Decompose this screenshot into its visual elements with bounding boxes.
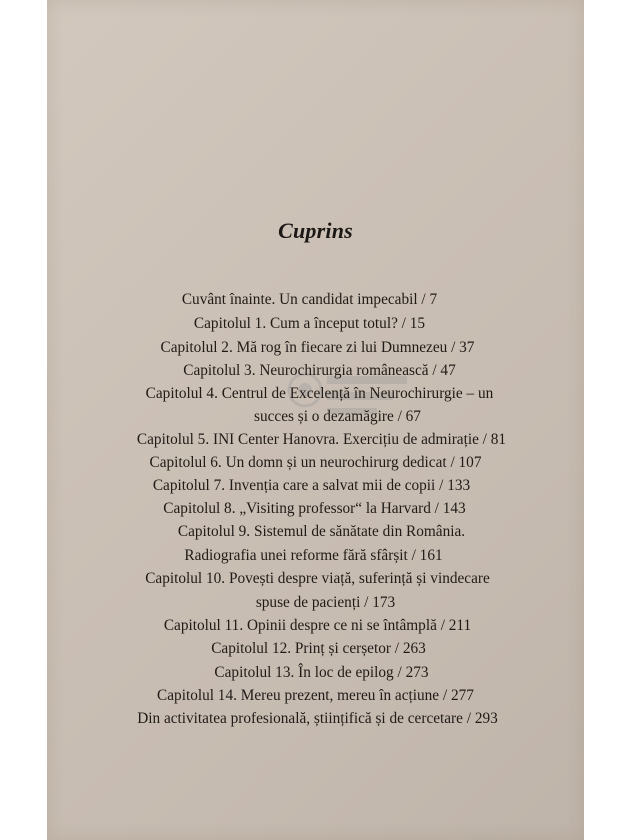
toc-entry-chapter-10-continued: spuse de pacienți / 173 (255, 594, 396, 611)
toc-entry-chapter-11: Capitolul 11. Opinii despre ce ni se întâmplă / 211 (163, 617, 472, 634)
toc-entry-professional-activity: Din activitatea profesională, științifică și de cercetare / 293 (137, 710, 498, 727)
toc-entry-chapter-4-continued: succes și o dezamăgire / 67 (254, 408, 421, 425)
toc-entry-chapter-12: Capitolul 12. Prinț și cerșetor / 263 (211, 640, 426, 657)
toc-entry-chapter-6: Capitolul 6. Un domn și un neurochirurg dedicat / 107 (149, 454, 482, 471)
toc-entry-chapter-8: Capitolul 8. „Visiting professor“ la Harvard / 143 (163, 500, 466, 517)
toc-entry-chapter-1: Capitolul 1. Cum a început totul? / 15 (193, 315, 426, 332)
toc-entry-chapter-9: Capitolul 9. Sistemul de sănătate din România. (177, 523, 466, 540)
toc-entry-chapter-7: Capitolul 7. Invenția care a salvat mii de copii / 133 (152, 477, 471, 494)
toc-entry-chapter-13: Capitolul 13. În loc de epilog / 273 (214, 664, 429, 681)
toc-entry-chapter-14: Capitolul 14. Mereu prezent, mereu în acțiune / 277 (157, 687, 474, 704)
toc-entry-foreword: Cuvânt înainte. Un candidat impecabil / 7 (181, 291, 438, 308)
toc-entry-chapter-5: Capitolul 5. INI Center Hanovra. Exercițiu de admirație / 81 (136, 431, 507, 448)
toc-entry-chapter-2: Capitolul 2. Mă rog în fiecare zi lui Dumnezeu / 37 (160, 339, 475, 356)
toc-entry-chapter-3: Capitolul 3. Neurochirurgia românească / 47 (183, 362, 456, 379)
page-title: Cuprins (278, 218, 353, 243)
toc-entry-chapter-9-continued: Radiografia unei reforme fără sfârșit / 161 (184, 547, 443, 564)
toc-entry-chapter-4: Capitolul 4. Centrul de Excelență în Neurochirurgie – un (145, 385, 494, 402)
toc-entry-chapter-10: Capitolul 10. Povești despre viață, suferință și vindecare (145, 570, 490, 587)
book-page (47, 0, 584, 840)
